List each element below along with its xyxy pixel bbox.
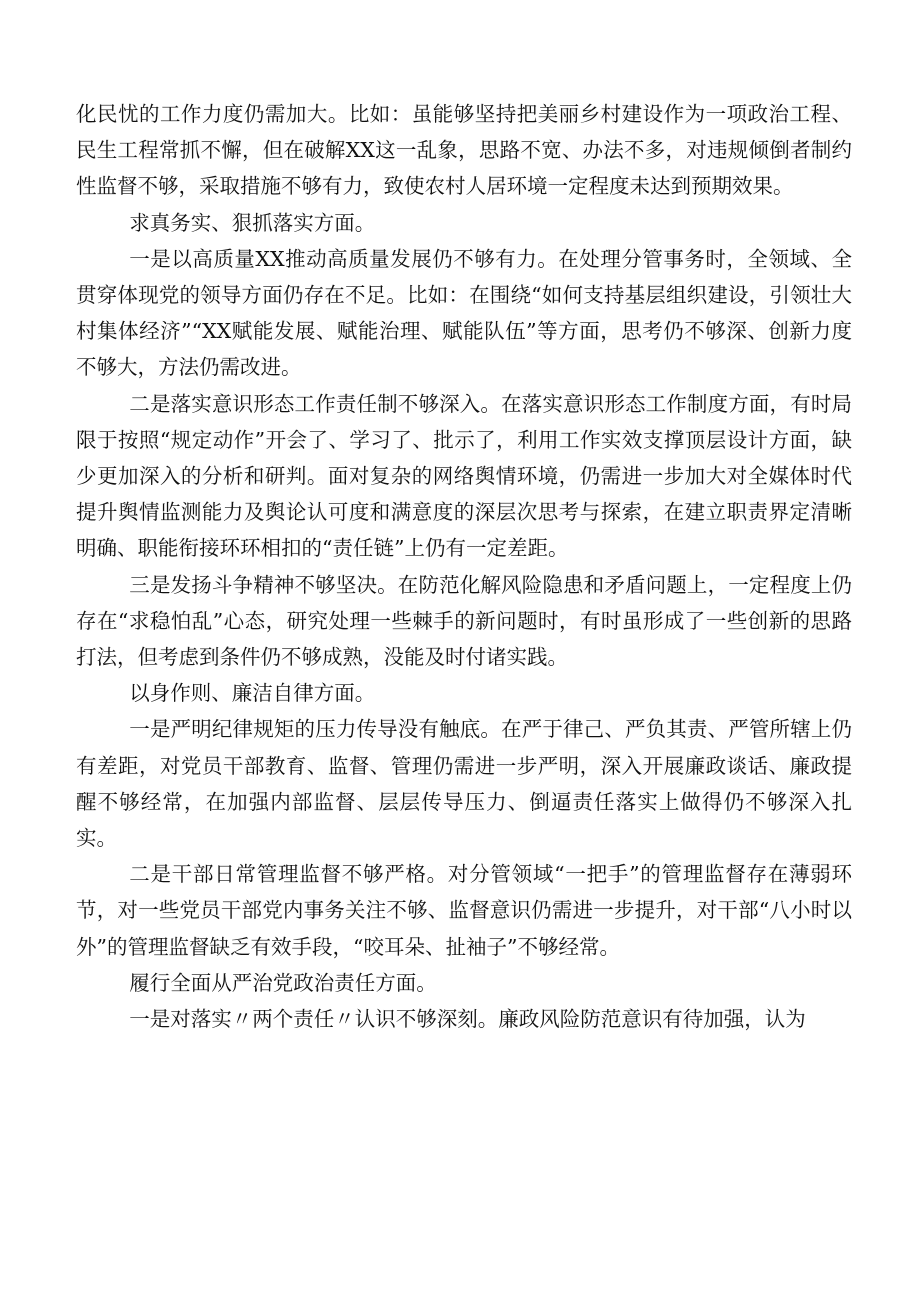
section-heading-party-governance: 履行全面从严治党政治责任方面。 <box>129 970 437 995</box>
paragraph-two-responsibilities: 一是对落实〃两个责任〃认识不够深刻。廉政风险防范意识有待加强，认为 <box>129 1007 806 1032</box>
paragraph-continued: 化民忧的工作力度仍需加大。比如：虽能够坚持把美丽乡村建设作为一项政治工程、民生工程常抓不懈，但在破解XX这一乱象，思路不宽、办法不多，对违规倾倒者制约性监督不够，采取措施不够有力，致使农村人居环境一定程度未达到预期效果。 <box>76 102 852 199</box>
section-heading-self-discipline: 以身作则、廉洁自律方面。 <box>129 681 376 706</box>
section-heading-seek-truth: 求真务实、狠抓落实方面。 <box>129 210 376 235</box>
paragraph-discipline-pressure: 一是严明纪律规矩的压力传导没有触底。在严于律己、严负其责、严管所辖上仍有差距，对党员干部教育、监督、管理仍需进一步严明，深入开展廉政谈话、廉政提醒不够经常，在加强内部监督、层层传导压力、倒逼责任落实上做得仍不够深入扎实。 <box>76 717 852 851</box>
paragraph-ideology-responsibility: 二是落实意识形态工作责任制不够深入。在落实意识形态工作制度方面，有时局限于按照“规定动作”开会了、学习了、批示了，利用工作实效支撑顶层设计方面，缺少更加深入的分析和研判。面对复杂的网络舆情环境，仍需进一步加大对全媒体时代提升舆情监测能力及舆论认可度和满意度的深层次思考与探索，在建立职责界定清晰明确、职能衔接环环相扣的“责任链”上仍有一定差距。 <box>76 391 852 561</box>
paragraph-fighting-spirit: 三是发扬斗争精神不够坚决。在防范化解风险隐患和矛盾问题上，一定程度上仍存在“求稳怕乱”心态，研究处理一些棘手的新问题时，有时虽形成了一些创新的思路打法，但考虑到条件仍不够成熟，没能及时付诸实践。 <box>76 572 852 670</box>
paragraph-cadre-supervision: 二是干部日常管理监督不够严格。对分管领域“一把手”的管理监督存在薄弱环节，对一些党员干部党内事务关注不够、监督意识仍需进一步提升，对干部“八小时以外”的管理监督缺乏有效手段，“咬耳朵、扯袖子”不够经常。 <box>76 862 852 959</box>
paragraph-high-quality-development: 一是以高质量XX推动高质量发展仍不够有力。在处理分管事务时，全领域、全贯穿体现党的领导方面仍存在不足。比如：在围绕“如何支持基层组织建设，引领壮大村集体经济”“XX赋能发展、赋能治理、赋能队伍”等方面，思考仍不够深、创新力度不够大，方法仍需改进。 <box>76 246 852 380</box>
document-body <box>76 96 852 1037</box>
